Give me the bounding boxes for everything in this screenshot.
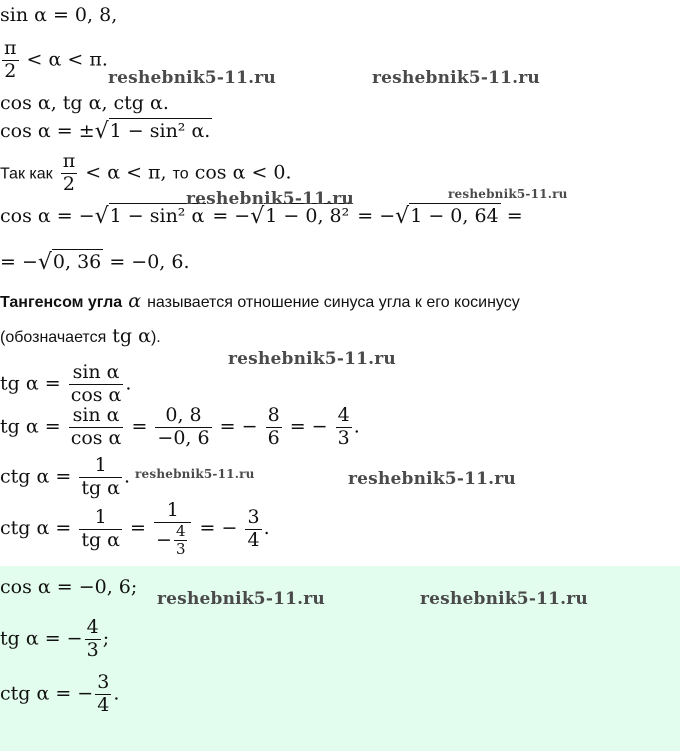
- cos-result-line: [0, 252, 190, 274]
- ctg-def-lhs: ctg α =: [0, 465, 72, 488]
- fraction-denominator: − $\frac{4}{3}$: [156, 521, 186, 559]
- tg-definition-line: [0, 362, 131, 407]
- cos-calc-line: [0, 206, 523, 228]
- fraction-numerator: 1: [79, 507, 122, 530]
- fraction-numerator: π: [62, 150, 76, 172]
- range-text: < α < π.: [26, 48, 108, 71]
- fraction-numerator: 3: [97, 671, 110, 693]
- fraction: [69, 362, 124, 407]
- fraction-denominator: 4: [97, 693, 110, 716]
- fraction-denominator: 4: [247, 528, 260, 551]
- since-mid: < α < π,: [85, 161, 167, 184]
- fraction-denominator: tg α: [81, 528, 120, 551]
- answer-tg-line: [0, 617, 109, 662]
- fraction: [95, 672, 111, 717]
- fraction-denominator: 3: [337, 426, 350, 449]
- given-range-line: [0, 38, 108, 83]
- fraction-numerator: 3: [247, 505, 260, 528]
- answer-ctg-line: [0, 672, 119, 717]
- fraction: [336, 405, 352, 450]
- watermark: reshebnik5-11.ru: [420, 589, 588, 609]
- fraction-denominator: cos α: [70, 426, 122, 449]
- fraction-numerator: 8: [267, 404, 280, 426]
- sqrt-radicand: 1 − sin² α.: [109, 120, 211, 142]
- fraction-numerator: π: [4, 37, 17, 59]
- ctg-definition-line: ctg α = $\frac{1}{\text{tg α}}$ .: [0, 454, 131, 499]
- definition-text: называется отношение синуса угла к его косинусу: [147, 294, 520, 311]
- cos-formula-lhs: cos α = ±: [0, 120, 95, 142]
- fraction: [245, 507, 261, 552]
- fraction-numerator: 0, 8: [155, 405, 211, 428]
- given-sin-line: [0, 6, 117, 25]
- calc-lhs: cos α = −: [0, 205, 95, 227]
- sqrt-radicand: 0, 36: [52, 251, 102, 273]
- fraction-numerator: 1: [79, 455, 122, 478]
- definition-alpha: α: [128, 290, 142, 312]
- watermark: reshebnik5-11.ru: [348, 469, 516, 489]
- watermark: reshebnik5-11.ru: [448, 187, 568, 201]
- watermark: reshebnik5-11.ru: [372, 68, 540, 88]
- sqrt: √1 − sin² α: [94, 204, 205, 229]
- calc-eq: =: [506, 205, 523, 227]
- answer-ctg-lhs: ctg α = −: [0, 682, 94, 705]
- fraction-numerator: sin α: [69, 405, 124, 428]
- calc-eq: = −: [357, 205, 396, 227]
- sqrt: √0, 36: [37, 250, 102, 275]
- notation-line: [0, 327, 161, 346]
- fraction-denominator: tg α: [81, 476, 120, 499]
- notation-text: (обозначается: [0, 329, 107, 346]
- fraction-denominator: 3: [175, 540, 186, 559]
- watermark: reshebnik5-11.ru: [135, 467, 255, 481]
- answer-ctg-end: .: [113, 682, 120, 705]
- sqrt-radicand: 1 − sin² α: [109, 205, 205, 227]
- fraction-numerator: 4: [175, 521, 186, 540]
- watermark: reshebnik5-11.ru: [157, 589, 325, 609]
- fraction: [2, 38, 19, 83]
- answer-tg-lhs: tg α = −: [0, 627, 83, 650]
- tg-calc-lhs: tg α =: [0, 415, 61, 438]
- since-text: Так как: [0, 165, 53, 183]
- fraction-denominator: 6: [267, 426, 280, 449]
- fraction-denominator: cos α: [70, 383, 122, 406]
- calc2-rhs: = −0, 6.: [109, 251, 190, 273]
- fraction: [154, 500, 191, 558]
- definition-term: Тангенсом угла: [0, 294, 123, 311]
- watermark: reshebnik5-11.ru: [186, 189, 354, 209]
- sqrt-radicand: 1 − 0, 64: [410, 205, 499, 227]
- definition-line: [0, 292, 520, 311]
- fraction-numerator: 1: [154, 500, 191, 523]
- fraction: [61, 151, 78, 196]
- sqrt: √1 − sin² α.: [94, 119, 211, 144]
- fraction: [155, 405, 211, 450]
- sqrt-radicand: 1 − 0, 8²: [265, 205, 350, 227]
- calc2-lhs: = −: [0, 251, 38, 273]
- fraction: [69, 405, 124, 450]
- calc-eq: = −: [212, 205, 251, 227]
- fraction-denominator: 2: [4, 59, 17, 82]
- watermark: reshebnik5-11.ru: [228, 349, 396, 369]
- cos-formula-line: [0, 121, 212, 143]
- fraction: [79, 455, 122, 500]
- fraction-numerator: 4: [86, 616, 99, 638]
- since-end: cos α < 0.: [194, 161, 292, 184]
- tg-calc-line: tg α = $\frac{\text{sin α}}{\text{cos α}}$ = $\frac{0, 8}{-0, 6}$ = − $\frac{8}{6}$ = − $\frac{4}{3}$ .: [0, 404, 360, 449]
- fraction-denominator: 3: [86, 638, 99, 661]
- fraction: [266, 405, 282, 450]
- answer-cos-line: [0, 578, 137, 597]
- answer-tg-end: ;: [102, 627, 110, 650]
- tg-def-end: .: [125, 372, 132, 395]
- ctg-calc-lhs: ctg α =: [0, 517, 72, 540]
- fraction-numerator: 4: [337, 404, 350, 426]
- tg-def-lhs: tg α =: [0, 372, 61, 395]
- notation-end: ).: [150, 329, 161, 346]
- given-sin: sin α = 0, 8,: [0, 4, 118, 26]
- since-to: то: [172, 165, 189, 183]
- fraction: [79, 507, 122, 552]
- find-text: cos α, tg α, ctg α.: [0, 92, 169, 114]
- ctg-calc-line: ctg α = $\frac{1}{\text{tg α}}$ = 1 − $\frac{4}{3}$ = − $\frac{3}{4}$ .: [0, 499, 270, 559]
- fraction-denominator: 2: [62, 172, 75, 195]
- fraction: [85, 617, 101, 662]
- find-line: [0, 94, 169, 113]
- watermark: reshebnik5-11.ru: [108, 68, 276, 88]
- fraction-denominator: −0, 6: [157, 426, 210, 449]
- answer-cos: cos α = −0, 6;: [0, 576, 138, 598]
- sqrt: √1 − 0, 64: [395, 204, 499, 229]
- fraction: [174, 523, 188, 559]
- fraction-numerator: sin α: [69, 362, 124, 385]
- sqrt: √1 − 0, 8²: [250, 204, 350, 229]
- notation-math: tg α: [112, 325, 151, 347]
